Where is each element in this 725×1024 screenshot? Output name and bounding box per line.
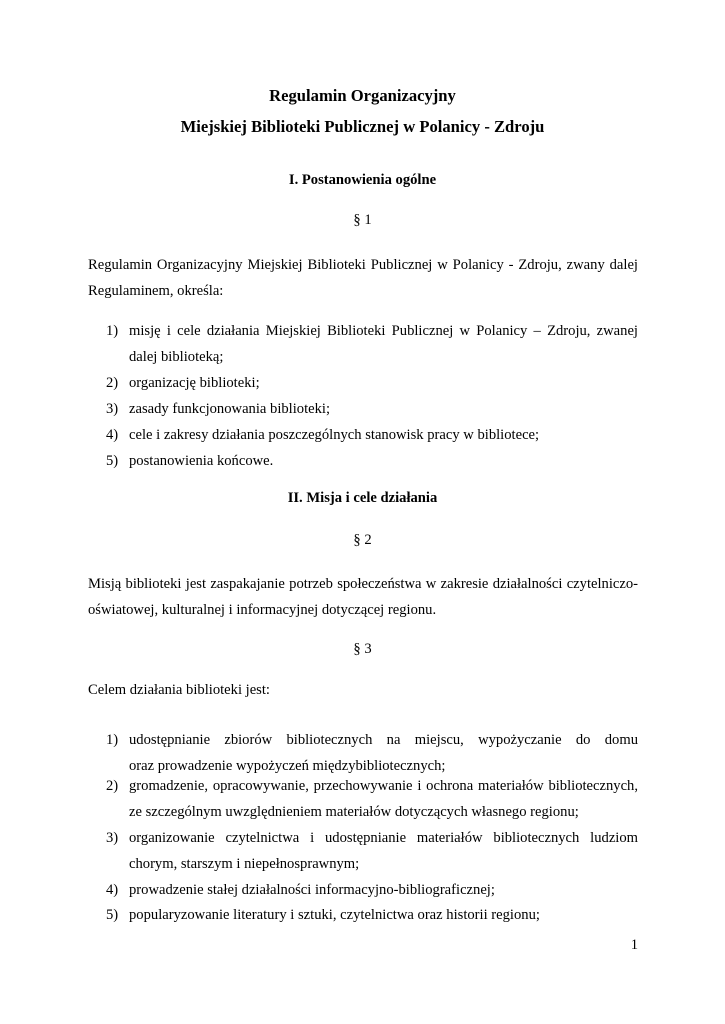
list-item-line: gromadzenie, opracowywanie, przechowywanie i ochrona materiałów bibliotecznych, bbox=[129, 778, 638, 794]
paragraph2-text-line: Misją biblioteki jest zaspakajanie potrzeb społeczeństwa w zakresie działalności czytelniczo- bbox=[88, 576, 638, 592]
paragraph2-symbol: § 2 bbox=[353, 532, 372, 548]
document-title-line1: Regulamin Organizacyjny bbox=[269, 86, 456, 105]
list-item-number: 4) bbox=[106, 427, 119, 443]
paragraph1-intro-line: Regulamin Organizacyjny Miejskiej Biblioteki Publicznej w Polanicy - Zdroju, zwany dalej bbox=[88, 257, 638, 273]
list-item-text: organizację biblioteki; bbox=[129, 375, 260, 391]
list-item-number: 1) bbox=[106, 323, 119, 339]
list-item-number: 4) bbox=[106, 882, 119, 898]
page-number: 1 bbox=[630, 937, 638, 953]
list-item-text: prowadzenie stałej działalności informacyjno-bibliograficznej; bbox=[129, 882, 495, 898]
document-title-line2: Miejskiej Biblioteki Publicznej w Polanicy - Zdroju bbox=[180, 117, 545, 136]
paragraph1-intro-line: Regulaminem, określa: bbox=[88, 283, 224, 299]
paragraph2-text bbox=[88, 571, 638, 623]
section1-heading: I. Postanowienia ogólne bbox=[288, 172, 437, 188]
list-item-text: cele i zakresy działania poszczególnych stanowisk pracy w bibliotece; bbox=[129, 427, 540, 443]
list-item-number: 3) bbox=[106, 830, 119, 846]
list-item-line: dalej biblioteką; bbox=[129, 349, 224, 365]
list-item-text: postanowienia końcowe. bbox=[129, 453, 274, 469]
list-item-number: 5) bbox=[106, 907, 119, 923]
list-item-text bbox=[129, 318, 638, 370]
paragraph1-intro bbox=[88, 252, 638, 304]
list-item-line: misję i cele działania Miejskiej Biblioteki Publicznej w Polanicy – Zdroju, zwanej bbox=[129, 323, 638, 339]
list-item-number: 3) bbox=[106, 401, 119, 417]
list-item-text bbox=[129, 773, 638, 825]
list-item-number: 2) bbox=[106, 375, 119, 391]
list-item-text: popularyzowanie literatury i sztuki, czytelnictwa oraz historii regionu; bbox=[129, 907, 540, 923]
list-item-number: 5) bbox=[106, 453, 119, 469]
list-item-text: zasady funkcjonowania biblioteki; bbox=[129, 401, 331, 417]
list-item-text bbox=[129, 825, 638, 877]
paragraph2-text-line: oświatowej, kulturalnej i informacyjnej dotyczącej regionu. bbox=[88, 602, 437, 618]
list-item-line: ze szczególnym uwzględnieniem materiałów dotyczących własnego regionu; bbox=[129, 804, 579, 820]
list-item-text bbox=[129, 727, 638, 779]
paragraph3-intro: Celem działania biblioteki jest: bbox=[88, 682, 270, 698]
list-item-line: udostępnianie zbiorów bibliotecznych na miejscu, wypożyczanie do domu bbox=[129, 732, 638, 748]
paragraph1-symbol: § 1 bbox=[353, 212, 372, 228]
section2-heading: II. Misja i cele działania bbox=[287, 490, 438, 506]
list-item-line: oraz prowadzenie wypożyczeń międzybibliotecznych; bbox=[129, 758, 446, 774]
list-item-line: organizowanie czytelnictwa i udostępnianie materiałów bibliotecznych ludziom bbox=[129, 830, 638, 846]
list-item-number: 2) bbox=[106, 778, 119, 794]
paragraph3-symbol: § 3 bbox=[353, 641, 372, 657]
list-item-line: chorym, starszym i niepełnosprawnym; bbox=[129, 856, 360, 872]
list-item-number: 1) bbox=[106, 732, 119, 748]
